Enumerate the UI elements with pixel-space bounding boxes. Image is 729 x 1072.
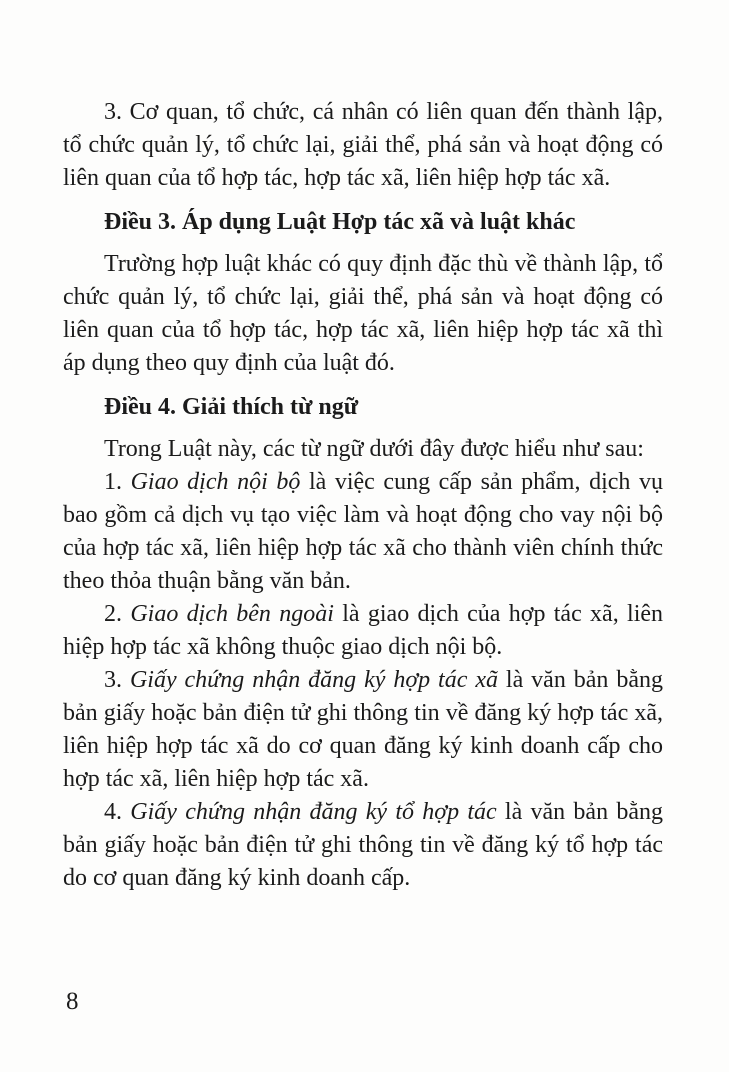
- term-2-definition: là giao dịch của hợp tác xã, liên hiệp hợp tác xã không thuộc giao dịch nội bộ.: [63, 601, 664, 660]
- term-1-name: Giao dịch nội bộ: [130, 469, 301, 495]
- article-3-body-paragraph: Trường hợp luật khác có quy định đặc thù về thành lập, tổ chức quản lý, tổ chức lại, giải thể, phá sản và hoạt động có liên quan của tổ hợp tác, hợp tác xã, liên hiệp hợp tác xã thì áp dụng theo quy định của luật đó.: [63, 251, 663, 376]
- term-2-number: 2.: [104, 601, 131, 627]
- term-1-definition: là việc cung cấp sản phẩm, dịch vụ bao gồm cả dịch vụ tạo việc làm và hoạt động cho vay nội bộ của hợp tác xã, liên hiệp hợp tác xã cho thành viên chính thức theo thỏa thuận bằng văn bản.: [63, 469, 663, 594]
- term-item-1: [63, 466, 663, 598]
- term-item-2: [63, 598, 663, 664]
- clause-3-paragraph: 3. Cơ quan, tổ chức, cá nhân có liên quan đến thành lập, tổ chức quản lý, tổ chức lại, giải thể, phá sản và hoạt động có liên quan của tổ hợp tác, hợp tác xã, liên hiệp hợp tác xã.: [63, 99, 663, 191]
- term-3-number: 3.: [104, 667, 130, 693]
- term-4-name: Giấy chứng nhận đăng ký tổ hợp tác: [130, 799, 497, 825]
- term-item-3: [63, 664, 663, 796]
- term-item-4: [63, 796, 663, 895]
- term-1-number: 1.: [104, 469, 131, 495]
- article-4-heading: Điều 4. Giải thích từ ngữ: [104, 394, 359, 420]
- term-4-definition: là văn bản bằng bản giấy hoặc bản điện tử ghi thông tin về đăng ký tổ hợp tác do cơ quan đăng ký kinh doanh cấp.: [63, 799, 664, 891]
- article-4-intro-paragraph: Trong Luật này, các từ ngữ dưới đây được hiểu như sau:: [104, 436, 644, 462]
- term-4-number: 4.: [104, 799, 131, 825]
- term-3-name: Giấy chứng nhận đăng ký hợp tác xã: [129, 667, 498, 693]
- term-2-name: Giao dịch bên ngoài: [130, 601, 334, 627]
- page-number: 8: [66, 988, 79, 1015]
- term-3-definition: là văn bản bằng bản giấy hoặc bản điện tử ghi thông tin về đăng ký hợp tác xã, liên hiệp hợp tác xã do cơ quan đăng ký kinh doanh cấp cho hợp tác xã, liên hiệp hợp tác xã.: [63, 667, 664, 792]
- article-3-heading: Điều 3. Áp dụng Luật Hợp tác xã và luật khác: [104, 209, 576, 235]
